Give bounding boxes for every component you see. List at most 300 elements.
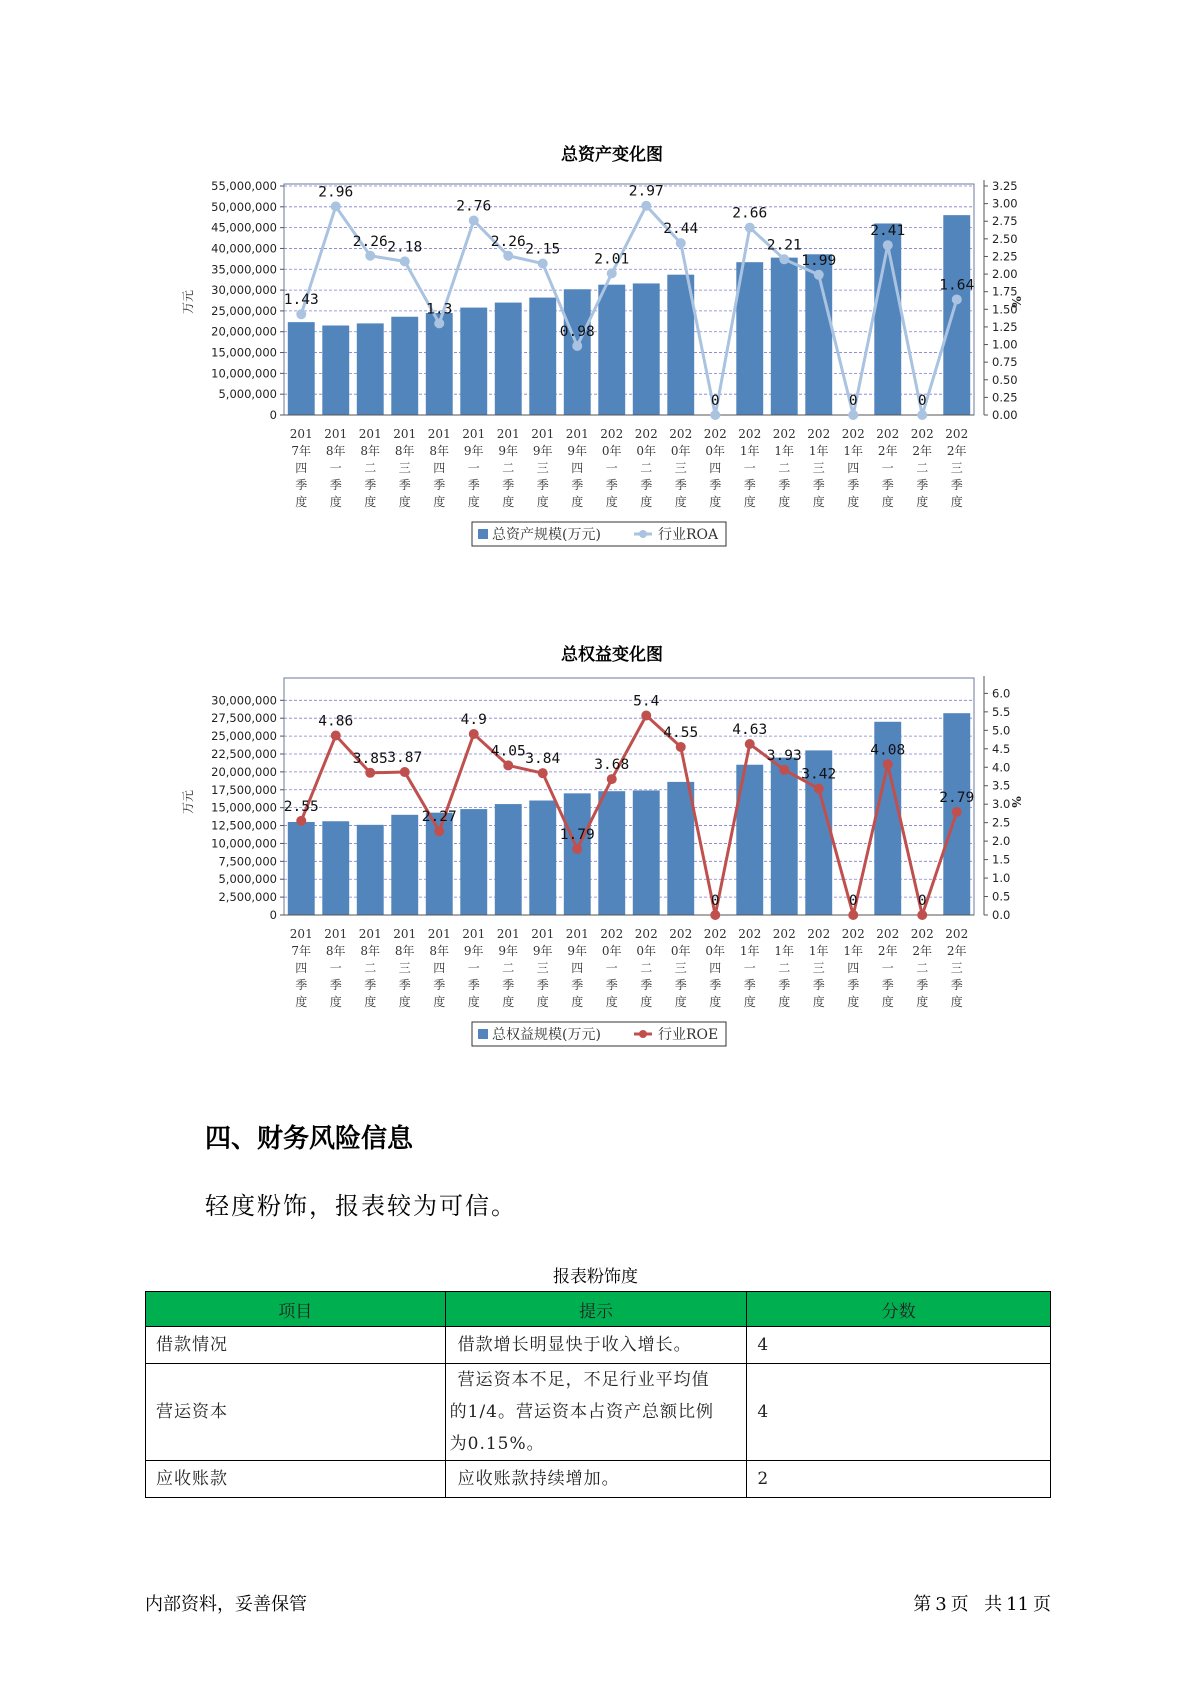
x-tick-line: 201 — [358, 927, 382, 941]
plot-area — [284, 184, 974, 415]
line-point — [400, 256, 410, 266]
footer-confidential: 内部资料，妥善保管 — [145, 1594, 307, 1615]
x-tick-line: 8年 — [325, 444, 346, 458]
x-tick-line: 季 — [950, 978, 963, 992]
x-tick-line: 三 — [950, 461, 963, 475]
y2-tick-label: 0.50 — [992, 372, 1018, 387]
data-label: 2.66 — [732, 205, 768, 222]
x-tick-label — [635, 927, 658, 1009]
y2-tick-label: 6.0 — [992, 686, 1011, 701]
x-tick-label — [393, 427, 416, 509]
x-tick-label — [773, 927, 796, 1009]
data-label: 0 — [710, 893, 720, 909]
line-point — [814, 270, 824, 280]
line-point — [676, 742, 686, 752]
chart-title: 总资产变化图 — [561, 145, 663, 165]
y2-tick-label: 1.5 — [992, 852, 1011, 867]
data-label: 2.44 — [663, 221, 699, 238]
x-tick-line: 1年 — [843, 944, 864, 958]
x-tick-line: 8年 — [394, 444, 415, 458]
x-tick-line: 0年 — [636, 444, 657, 458]
y2-tick-label: 0.0 — [992, 908, 1011, 922]
x-tick-label — [704, 927, 727, 1009]
x-tick-line: 8年 — [429, 444, 450, 458]
data-label: 0.98 — [559, 323, 595, 340]
x-tick-line: 季 — [502, 478, 515, 492]
x-tick-label — [704, 427, 727, 509]
data-label: 2.76 — [456, 198, 492, 215]
line-point — [917, 410, 927, 420]
x-tick-line: 8年 — [325, 944, 346, 958]
line-point — [538, 259, 548, 269]
x-tick-line: 季 — [329, 978, 342, 992]
y-axis-label: 万元 — [181, 289, 195, 315]
x-tick-line: 201 — [496, 927, 520, 941]
x-tick-line: 三 — [950, 961, 963, 975]
bar — [598, 791, 625, 915]
x-tick-line: 度 — [640, 995, 653, 1009]
x-tick-line: 201 — [531, 427, 555, 441]
x-tick-line: 度 — [364, 995, 377, 1009]
total-suffix: 页 — [1033, 1594, 1051, 1615]
line-point — [710, 410, 720, 420]
x-tick-line: 度 — [640, 495, 653, 509]
bar — [529, 801, 556, 916]
x-tick-line: 8年 — [429, 944, 450, 958]
y2-tick-label: 1.0 — [992, 871, 1011, 886]
x-tick-line: 202 — [703, 927, 727, 941]
line-point — [296, 816, 306, 826]
line-point — [641, 711, 651, 721]
y2-tick-label: 1.50 — [992, 302, 1018, 317]
data-label: 3.85 — [352, 750, 388, 767]
x-tick-line: 1年 — [739, 944, 760, 958]
x-tick-line: 三 — [812, 461, 825, 475]
line-point — [572, 844, 582, 854]
x-tick-line: 季 — [812, 478, 825, 492]
x-tick-line: 201 — [565, 927, 589, 941]
x-tick-label — [359, 927, 382, 1009]
x-tick-line: 度 — [778, 495, 791, 509]
line-point — [883, 240, 893, 250]
x-tick-line: 9年 — [463, 444, 484, 458]
bar — [288, 822, 315, 915]
data-label: 1.99 — [801, 252, 837, 269]
row-score: 4 — [747, 1327, 1051, 1364]
line-point — [745, 223, 755, 233]
x-tick-line: 202 — [634, 427, 658, 441]
line-point — [469, 216, 479, 226]
x-tick-label — [945, 427, 968, 509]
data-label: 4.08 — [870, 742, 906, 759]
x-tick-line: 0年 — [705, 444, 726, 458]
x-tick-line: 二 — [916, 961, 929, 975]
bar — [564, 289, 591, 415]
x-tick-line: 季 — [916, 978, 929, 992]
x-tick-line: 季 — [467, 478, 480, 492]
x-tick-line: 度 — [329, 495, 342, 509]
row-score: 4 — [747, 1364, 1051, 1461]
y-tick-label: 12,500,000 — [211, 818, 277, 833]
x-tick-line: 季 — [709, 978, 722, 992]
line-point — [469, 729, 479, 739]
line-point — [848, 910, 858, 920]
x-tick-line: 202 — [910, 427, 934, 441]
line-point — [434, 826, 444, 836]
x-tick-line: 度 — [812, 995, 825, 1009]
y-tick-label: 7,500,000 — [218, 854, 277, 869]
data-label: 3.42 — [801, 766, 837, 783]
x-tick-line: 度 — [536, 495, 549, 509]
x-tick-line: 2年 — [946, 944, 967, 958]
data-label: 0 — [848, 893, 858, 909]
y-tick-label: 55,000,000 — [211, 179, 277, 193]
x-tick-line: 度 — [536, 995, 549, 1009]
x-tick-line: 度 — [709, 495, 722, 509]
x-tick-line: 度 — [674, 495, 687, 509]
row-score: 2 — [747, 1461, 1051, 1498]
x-tick-line: 季 — [950, 478, 963, 492]
data-label: 3.93 — [766, 747, 802, 764]
x-tick-line: 201 — [289, 927, 313, 941]
x-tick-line: 度 — [881, 995, 894, 1009]
legend-bar-swatch — [478, 529, 488, 539]
line-point — [331, 201, 341, 211]
data-label: 0 — [710, 393, 720, 409]
data-label: 4.05 — [490, 743, 526, 760]
x-tick-line: 季 — [295, 478, 308, 492]
x-tick-line: 202 — [600, 927, 624, 941]
table-row — [146, 1327, 1051, 1364]
x-tick-line: 季 — [709, 478, 722, 492]
x-tick-label — [359, 427, 382, 509]
x-tick-line: 202 — [807, 927, 831, 941]
x-tick-line: 9年 — [463, 944, 484, 958]
x-tick-line: 一 — [329, 961, 342, 975]
x-tick-line: 0年 — [705, 944, 726, 958]
x-tick-line: 季 — [847, 478, 860, 492]
x-tick-line: 0年 — [636, 944, 657, 958]
table-row — [146, 1461, 1051, 1498]
x-tick-line: 一 — [329, 461, 342, 475]
data-label: 4.63 — [732, 721, 768, 738]
y-tick-label: 15,000,000 — [211, 800, 277, 815]
x-tick-line: 季 — [812, 978, 825, 992]
x-tick-label — [290, 427, 313, 509]
data-label: 0 — [848, 393, 858, 409]
x-tick-line: 202 — [841, 927, 865, 941]
x-tick-line: 1年 — [774, 944, 795, 958]
x-tick-label — [462, 927, 485, 1009]
data-label: 4.55 — [663, 724, 699, 741]
x-tick-line: 201 — [393, 427, 417, 441]
x-tick-line: 9年 — [498, 944, 519, 958]
bar — [391, 317, 418, 415]
row-hint-line: 为0.15%。 — [449, 1434, 545, 1454]
x-tick-line: 季 — [536, 978, 549, 992]
bar — [598, 285, 625, 415]
x-tick-line: 二 — [916, 461, 929, 475]
y2-tick-label: 5.5 — [992, 704, 1011, 719]
data-label: 1.43 — [283, 292, 319, 309]
bar — [771, 758, 798, 915]
y-tick-label: 40,000,000 — [211, 241, 277, 256]
data-label: 2.15 — [525, 241, 561, 258]
x-tick-line: 一 — [467, 961, 480, 975]
x-tick-line: 202 — [876, 427, 900, 441]
x-tick-line: 0年 — [601, 444, 622, 458]
data-label: 2.55 — [283, 798, 319, 815]
x-tick-line: 季 — [467, 978, 480, 992]
y-tick-label: 0 — [269, 408, 277, 422]
y2-tick-label: 3.00 — [992, 196, 1018, 211]
risk-table — [145, 1291, 1051, 1498]
y-tick-label: 10,000,000 — [211, 836, 277, 851]
line-point — [814, 784, 824, 794]
y-tick-label: 30,000,000 — [211, 283, 277, 298]
y2-tick-label: 2.25 — [992, 249, 1018, 264]
x-tick-line: 度 — [502, 995, 515, 1009]
data-label: 1.3 — [426, 301, 453, 318]
section-summary: 轻度粉饰，报表较为可信。 — [205, 1192, 517, 1220]
total-assets-chart-svg — [0, 130, 1191, 550]
y-tick-label: 30,000,000 — [211, 693, 277, 708]
x-tick-line: 202 — [738, 927, 762, 941]
x-tick-line: 202 — [945, 927, 969, 941]
page-current: 3 — [935, 1594, 947, 1615]
x-tick-label — [324, 927, 347, 1009]
line-point — [607, 268, 617, 278]
x-tick-line: 四 — [571, 461, 584, 475]
x-tick-line: 三 — [812, 961, 825, 975]
x-tick-line: 四 — [709, 461, 722, 475]
x-tick-line: 度 — [329, 995, 342, 1009]
x-tick-line: 度 — [743, 995, 756, 1009]
x-tick-line: 一 — [881, 961, 894, 975]
bar — [322, 821, 349, 915]
x-tick-line: 202 — [669, 427, 693, 441]
x-tick-label — [531, 427, 554, 509]
x-tick-line: 四 — [433, 461, 446, 475]
x-tick-line: 0年 — [670, 944, 691, 958]
x-tick-line: 201 — [531, 927, 555, 941]
bar — [529, 298, 556, 415]
legend-bar-label: 总资产规模(万元) — [492, 527, 601, 543]
data-label: 1.64 — [939, 277, 975, 294]
data-label: 2.27 — [421, 809, 457, 826]
data-label: 1.79 — [559, 826, 595, 843]
line-point — [710, 910, 720, 920]
header-item: 项目 — [146, 1292, 446, 1327]
y2-tick-label: 3.25 — [992, 179, 1018, 193]
x-tick-line: 202 — [876, 927, 900, 941]
x-tick-line: 度 — [467, 995, 480, 1009]
bar — [391, 815, 418, 915]
line-point — [503, 251, 513, 261]
x-tick-line: 二 — [640, 961, 653, 975]
y2-tick-label: 3.0 — [992, 797, 1011, 812]
x-tick-line: 度 — [674, 995, 687, 1009]
x-tick-line: 四 — [295, 961, 308, 975]
line-point — [676, 238, 686, 248]
line-point — [779, 765, 789, 775]
x-tick-line: 2年 — [912, 944, 933, 958]
x-tick-line: 201 — [427, 427, 451, 441]
x-tick-line: 三 — [674, 461, 687, 475]
x-tick-line: 季 — [640, 478, 653, 492]
row-item: 营运资本 — [146, 1364, 446, 1461]
x-tick-label — [566, 427, 589, 509]
y2-tick-label: 5.0 — [992, 723, 1011, 738]
x-tick-line: 1年 — [774, 444, 795, 458]
x-tick-line: 202 — [841, 427, 865, 441]
line-point — [434, 318, 444, 328]
x-tick-line: 季 — [847, 978, 860, 992]
x-tick-line: 201 — [462, 427, 486, 441]
bar — [564, 793, 591, 915]
x-tick-line: 度 — [812, 495, 825, 509]
x-tick-line: 季 — [398, 478, 411, 492]
x-tick-line: 度 — [502, 495, 515, 509]
data-label: 2.18 — [387, 239, 423, 256]
x-tick-label — [842, 427, 865, 509]
x-tick-label — [911, 427, 934, 509]
x-tick-line: 季 — [536, 478, 549, 492]
x-tick-line: 度 — [847, 495, 860, 509]
total-prefix: 共 — [984, 1594, 1003, 1615]
line-point — [745, 739, 755, 749]
x-tick-label — [807, 427, 830, 509]
y-tick-label: 20,000,000 — [211, 764, 277, 779]
row-item: 借款情况 — [146, 1327, 446, 1364]
y2-tick-label: 1.00 — [992, 337, 1018, 352]
y-tick-label: 27,500,000 — [211, 711, 277, 726]
y-tick-label: 5,000,000 — [218, 872, 277, 887]
data-label: 2.26 — [490, 233, 526, 250]
data-label: 3.84 — [525, 751, 561, 768]
y-tick-label: 15,000,000 — [211, 345, 277, 360]
x-tick-line: 二 — [364, 961, 377, 975]
x-tick-line: 季 — [433, 978, 446, 992]
x-tick-line: 度 — [398, 495, 411, 509]
row-hint: 应收账款持续增加。 — [445, 1461, 747, 1498]
x-tick-label — [566, 927, 589, 1009]
legend-line-marker — [639, 530, 647, 538]
x-tick-label — [669, 927, 692, 1009]
x-tick-line: 季 — [329, 478, 342, 492]
y2-tick-label: 0.5 — [992, 889, 1011, 904]
row-item: 应收账款 — [146, 1461, 446, 1498]
y-tick-label: 5,000,000 — [218, 387, 277, 402]
row-hint — [445, 1364, 747, 1461]
legend-bar-swatch — [478, 1029, 488, 1039]
y2-tick-label: 2.5 — [992, 815, 1011, 830]
x-tick-line: 1年 — [808, 944, 829, 958]
legend-bar-label: 总权益规模(万元) — [492, 1027, 601, 1043]
x-tick-line: 季 — [571, 978, 584, 992]
y2-tick-label: 0.25 — [992, 390, 1018, 405]
x-tick-line: 一 — [605, 461, 618, 475]
data-label: 2.79 — [939, 789, 975, 806]
x-tick-line: 一 — [605, 961, 618, 975]
x-tick-line: 季 — [295, 978, 308, 992]
x-tick-label — [497, 927, 520, 1009]
x-tick-line: 三 — [536, 961, 549, 975]
y-tick-label: 0 — [269, 908, 277, 922]
x-tick-line: 1年 — [739, 444, 760, 458]
data-label: 0 — [917, 393, 927, 409]
line-point — [917, 910, 927, 920]
x-tick-line: 201 — [565, 427, 589, 441]
x-tick-line: 202 — [772, 427, 796, 441]
line-point — [607, 774, 617, 784]
line-point — [400, 767, 410, 777]
page-mid: 页 — [950, 1594, 969, 1615]
x-tick-label — [393, 927, 416, 1009]
x-tick-line: 四 — [709, 961, 722, 975]
x-tick-line: 四 — [433, 961, 446, 975]
total-assets-chart — [0, 130, 1191, 550]
x-tick-line: 1年 — [843, 444, 864, 458]
x-tick-line: 7年 — [291, 444, 312, 458]
bar — [460, 809, 487, 915]
x-tick-line: 8年 — [360, 944, 381, 958]
x-tick-line: 四 — [571, 961, 584, 975]
x-tick-line: 202 — [738, 427, 762, 441]
data-label: 2.97 — [628, 183, 664, 200]
y-tick-label: 35,000,000 — [211, 262, 277, 277]
header-score: 分数 — [747, 1292, 1051, 1327]
x-tick-line: 季 — [364, 478, 377, 492]
bar — [771, 258, 798, 415]
x-tick-label — [807, 927, 830, 1009]
x-tick-line: 度 — [605, 995, 618, 1009]
y2-tick-label: 0.00 — [992, 408, 1018, 422]
x-tick-label — [911, 927, 934, 1009]
x-tick-line: 201 — [393, 927, 417, 941]
x-tick-label — [876, 927, 899, 1009]
table-row — [146, 1364, 1051, 1461]
bar — [322, 325, 349, 415]
x-tick-line: 一 — [467, 461, 480, 475]
x-tick-line: 度 — [743, 495, 756, 509]
x-tick-line: 度 — [295, 995, 308, 1009]
x-tick-line: 9年 — [567, 944, 588, 958]
page-prefix: 第 — [913, 1594, 932, 1615]
bar — [943, 215, 970, 415]
y2-tick-label: 2.50 — [992, 231, 1018, 246]
x-tick-line: 季 — [398, 978, 411, 992]
x-tick-line: 度 — [950, 495, 963, 509]
x-tick-line: 季 — [674, 478, 687, 492]
x-tick-line: 二 — [502, 461, 515, 475]
x-tick-line: 季 — [916, 478, 929, 492]
line-point — [331, 730, 341, 740]
x-tick-label — [669, 427, 692, 509]
x-tick-line: 二 — [640, 461, 653, 475]
x-tick-line: 度 — [950, 995, 963, 1009]
bar — [460, 308, 487, 415]
section-heading: 四、财务风险信息 — [205, 1124, 414, 1154]
y-tick-label: 25,000,000 — [211, 303, 277, 318]
y-tick-label: 22,500,000 — [211, 746, 277, 761]
line-point — [538, 768, 548, 778]
x-tick-line: 季 — [605, 478, 618, 492]
x-tick-line: 季 — [743, 478, 756, 492]
x-tick-line: 度 — [778, 995, 791, 1009]
y-tick-label: 45,000,000 — [211, 220, 277, 235]
footer-page-number — [909, 1590, 1051, 1616]
